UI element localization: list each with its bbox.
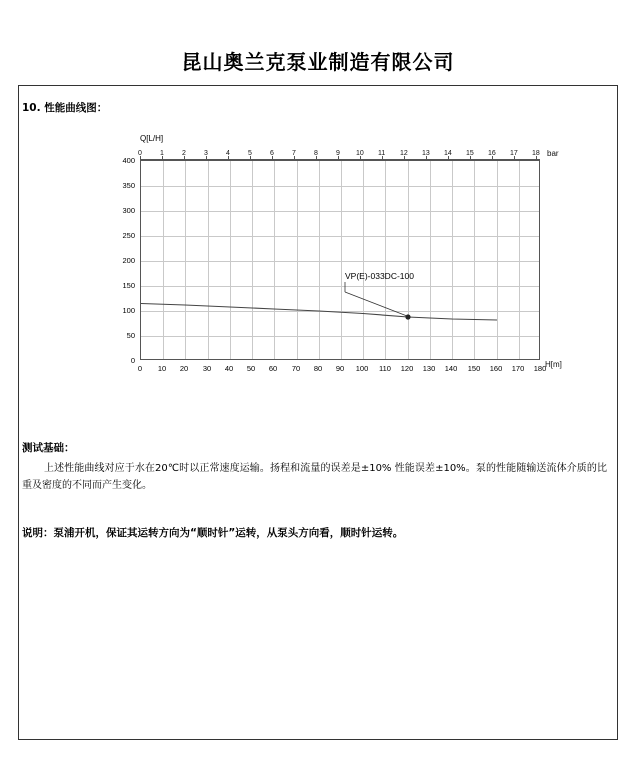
x-tick-label: 110 — [379, 364, 391, 373]
x-tick-label: 0 — [137, 364, 143, 373]
y-tick-label: 350 — [122, 181, 135, 190]
top-tick-label: 9 — [336, 150, 340, 157]
x-tick-label: 10 — [157, 364, 167, 373]
curve-series-vpe-033dc-100 — [141, 161, 541, 361]
x-tick-label: 80 — [313, 364, 323, 373]
y-tick-label: 0 — [130, 356, 135, 365]
top-tick-label: 2 — [182, 150, 186, 157]
x-tick-label: 140 — [444, 364, 458, 373]
x-tick-label: 150 — [467, 364, 481, 373]
top-tick-label: 10 — [356, 150, 364, 157]
x-tick-label: 40 — [224, 364, 234, 373]
test-basis-block — [22, 440, 607, 494]
x-tick-label: 130 — [422, 364, 436, 373]
y-tick-label: 400 — [122, 156, 135, 165]
y-tick-label: 200 — [122, 256, 135, 265]
top-tick-label: 16 — [488, 150, 496, 157]
top-tick-label: 3 — [204, 150, 208, 157]
x-axis-unit-label: H[m] — [545, 360, 562, 369]
chart-top-axis — [140, 148, 540, 160]
y-tick-label: 150 — [122, 281, 135, 290]
x-tick-label: 60 — [268, 364, 278, 373]
top-tick-label: 1 — [160, 150, 164, 157]
x-tick-label: 70 — [291, 364, 301, 373]
top-tick-label: 13 — [422, 150, 430, 157]
x-tick-label: 170 — [511, 364, 525, 373]
x-tick-label: 120 — [400, 364, 414, 373]
x-tick-label: 30 — [202, 364, 212, 373]
chart-plot-area — [140, 160, 540, 360]
x-tick-label: 90 — [335, 364, 345, 373]
top-tick-label: 4 — [226, 150, 230, 157]
top-tick-label: 12 — [400, 150, 408, 157]
test-basis-body: 上述性能曲线对应于水在20℃时以正常速度运输。扬程和流量的误差是±10% 性能误差±10%。泵的性能随输送流体介质的比重及密度的不同而产生变化。 — [22, 463, 607, 491]
page-title: 昆山奥兰克泵业制造有限公司 — [181, 50, 455, 74]
performance-curve-chart — [95, 128, 565, 388]
top-tick-label: 5 — [248, 150, 252, 157]
top-tick-label: 8 — [314, 150, 318, 157]
y-tick-label: 50 — [126, 331, 135, 340]
top-tick-label: 17 — [510, 150, 518, 157]
annotation-leader-line — [340, 278, 420, 318]
x-tick-label: 50 — [246, 364, 256, 373]
x-tick-label: 100 — [355, 364, 369, 373]
top-tick-label: 6 — [270, 150, 274, 157]
x-tick-label: 160 — [489, 364, 503, 373]
y-tick-label: 300 — [122, 206, 135, 215]
test-basis-title: 测试基础： — [22, 442, 75, 454]
top-tick-label: 18 — [532, 150, 540, 157]
y-axis-label: Q[L/H] — [140, 134, 164, 143]
y-tick-label: 100 — [122, 306, 135, 315]
top-tick-label: 7 — [292, 150, 296, 157]
y-tick-label: 250 — [122, 231, 135, 240]
x-tick-label: 180 — [533, 364, 547, 373]
section-heading: 10. 性能曲线图： — [22, 102, 108, 114]
top-tick-label: 11 — [378, 150, 386, 157]
operation-instruction: 说明：泵浦开机，保证其运转方向为“顺时针”运转，从泵头方向看，顺时针运转。 — [22, 527, 404, 539]
top-tick-label: 15 — [466, 150, 474, 157]
top-tick-label: 14 — [444, 150, 452, 157]
series-annotation: VP(E)-033DC-100 — [345, 271, 414, 281]
top-tick-label: 0 — [138, 150, 142, 157]
top-axis-unit-label: bar — [547, 149, 559, 158]
x-tick-label: 20 — [179, 364, 189, 373]
